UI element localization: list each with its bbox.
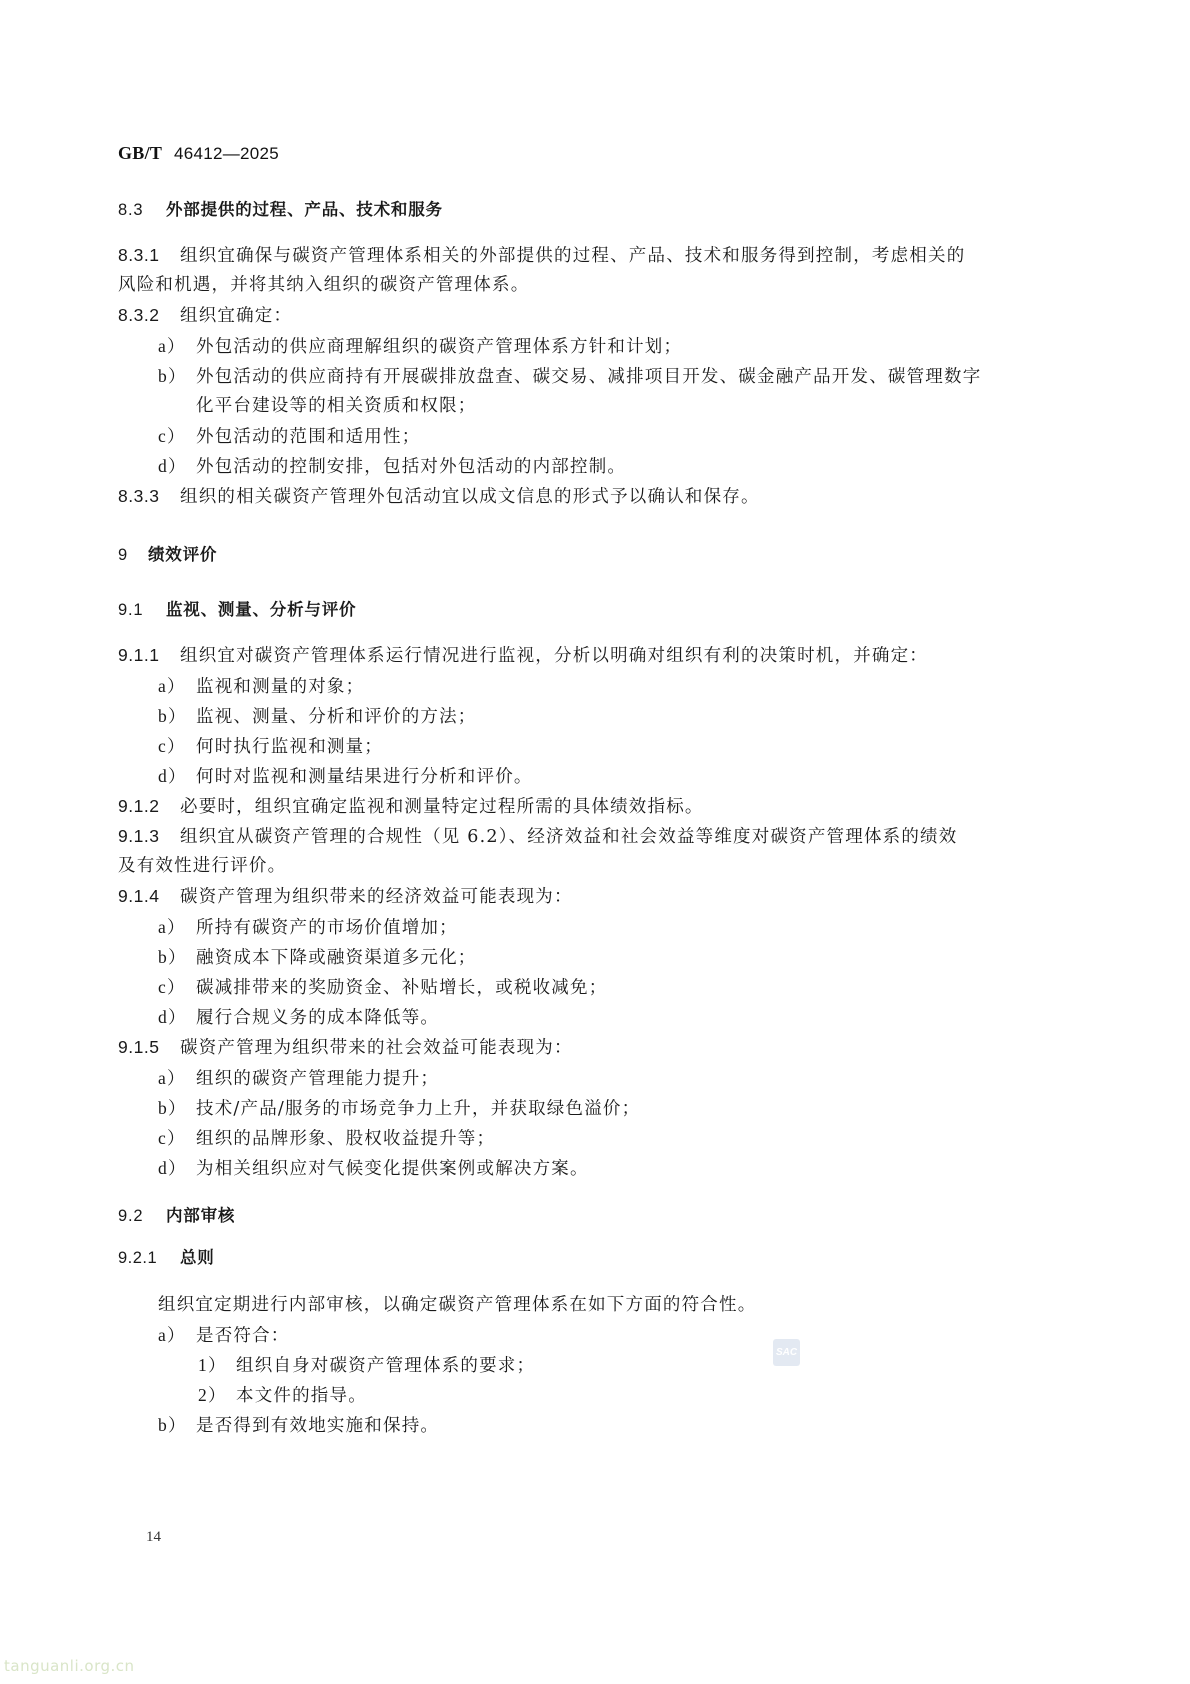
list-item: d） 为相关组织应对气候变化提供案例或解决方案。 (158, 1158, 589, 1179)
list-item: b） 融资成本下降或融资渠道多元化； (158, 947, 477, 968)
sub-list-item: 2） 本文件的指导。 (198, 1385, 367, 1406)
list-item: b） 技术/产品/服务的市场竞争力上升，并获取绿色溢价； (158, 1098, 641, 1119)
clause-9-1-2: 9.1.2 必要时，组织宜确定监视和测量特定过程所需的具体绩效指标。 (118, 796, 704, 817)
list-item: d） 外包活动的控制安排，包括对外包活动的内部控制。 (158, 456, 627, 477)
list-item: a） 是否符合： (158, 1325, 290, 1346)
section-heading-9: 9 绩效评价 (118, 545, 218, 564)
section-heading-9-2-1: 9.2.1 总则 (118, 1248, 215, 1267)
section-heading-9-1: 9.1 监视、测量、分析与评价 (118, 600, 357, 619)
section-heading-8-3: 8.3 外部提供的过程、产品、技术和服务 (118, 200, 443, 219)
list-item: d） 履行合规义务的成本降低等。 (158, 1007, 440, 1028)
list-item: c） 组织的品牌形象、股权收益提升等； (158, 1128, 496, 1149)
clause-9-2-1-intro: 组织宜定期进行内部审核，以确定碳资产管理体系在如下方面的符合性。 (158, 1295, 757, 1315)
sub-list-item: 1） 组织自身对碳资产管理体系的要求； (198, 1355, 536, 1376)
list-item: d） 何时对监视和测量结果进行分析和评价。 (158, 766, 533, 787)
standard-number: 46412—2025 (173, 144, 280, 163)
section-heading-9-2: 9.2 内部审核 (118, 1206, 236, 1225)
clause-8-3-1-cont: 风险和机遇，并将其纳入组织的碳资产管理体系。 (118, 275, 530, 295)
list-item: b） 外包活动的供应商持有开展碳排放盘查、碳交易、减排项目开发、碳金融产品开发、碳管理数字 (158, 366, 982, 387)
list-item-cont: 化平台建设等的相关资质和权限； (196, 396, 477, 416)
list-item: b） 监视、测量、分析和评价的方法； (158, 706, 477, 727)
list-item: a） 监视和测量的对象； (158, 676, 365, 697)
standard-prefix: GB/T (118, 143, 163, 163)
list-item: b） 是否得到有效地实施和保持。 (158, 1415, 440, 1436)
clause-8-3-3: 8.3.3 组织的相关碳资产管理外包活动宜以成文信息的形式予以确认和保存。 (118, 486, 760, 507)
sac-logo-icon: SAC (773, 1339, 800, 1366)
list-item: c） 碳减排带来的奖励资金、补贴增长，或税收减免； (158, 977, 608, 998)
clause-8-3-2: 8.3.2 组织宜确定： (118, 305, 293, 326)
site-watermark: tanguanli.org.cn (4, 1657, 135, 1675)
standard-header (118, 143, 279, 164)
list-item: a） 外包活动的供应商理解组织的碳资产管理体系方针和计划； (158, 336, 683, 357)
clause-8-3-1: 8.3.1 组织宜确保与碳资产管理体系相关的外部提供的过程、产品、技术和服务得到控制，考虑相关的 (118, 245, 966, 266)
page-number: 14 (146, 1529, 161, 1545)
clause-9-1-3: 9.1.3 组织宜从碳资产管理的合规性（见 6.2）、经济效益和社会效益等维度对碳资产管理体系的绩效 (118, 826, 958, 847)
clause-9-1-3-cont: 及有效性进行评价。 (118, 856, 287, 876)
list-item: a） 所持有碳资产的市场价值增加； (158, 917, 458, 938)
list-item: c） 何时执行监视和测量； (158, 736, 383, 757)
clause-9-1-5: 9.1.5 碳资产管理为组织带来的社会效益可能表现为： (118, 1037, 573, 1058)
list-item: a） 组织的碳资产管理能力提升； (158, 1068, 440, 1089)
list-item: c） 外包活动的范围和适用性； (158, 426, 421, 447)
clause-9-1-4: 9.1.4 碳资产管理为组织带来的经济效益可能表现为： (118, 886, 573, 907)
clause-9-1-1: 9.1.1 组织宜对碳资产管理体系运行情况进行监视，分析以明确对组织有利的决策时机，并确定： (118, 645, 928, 666)
